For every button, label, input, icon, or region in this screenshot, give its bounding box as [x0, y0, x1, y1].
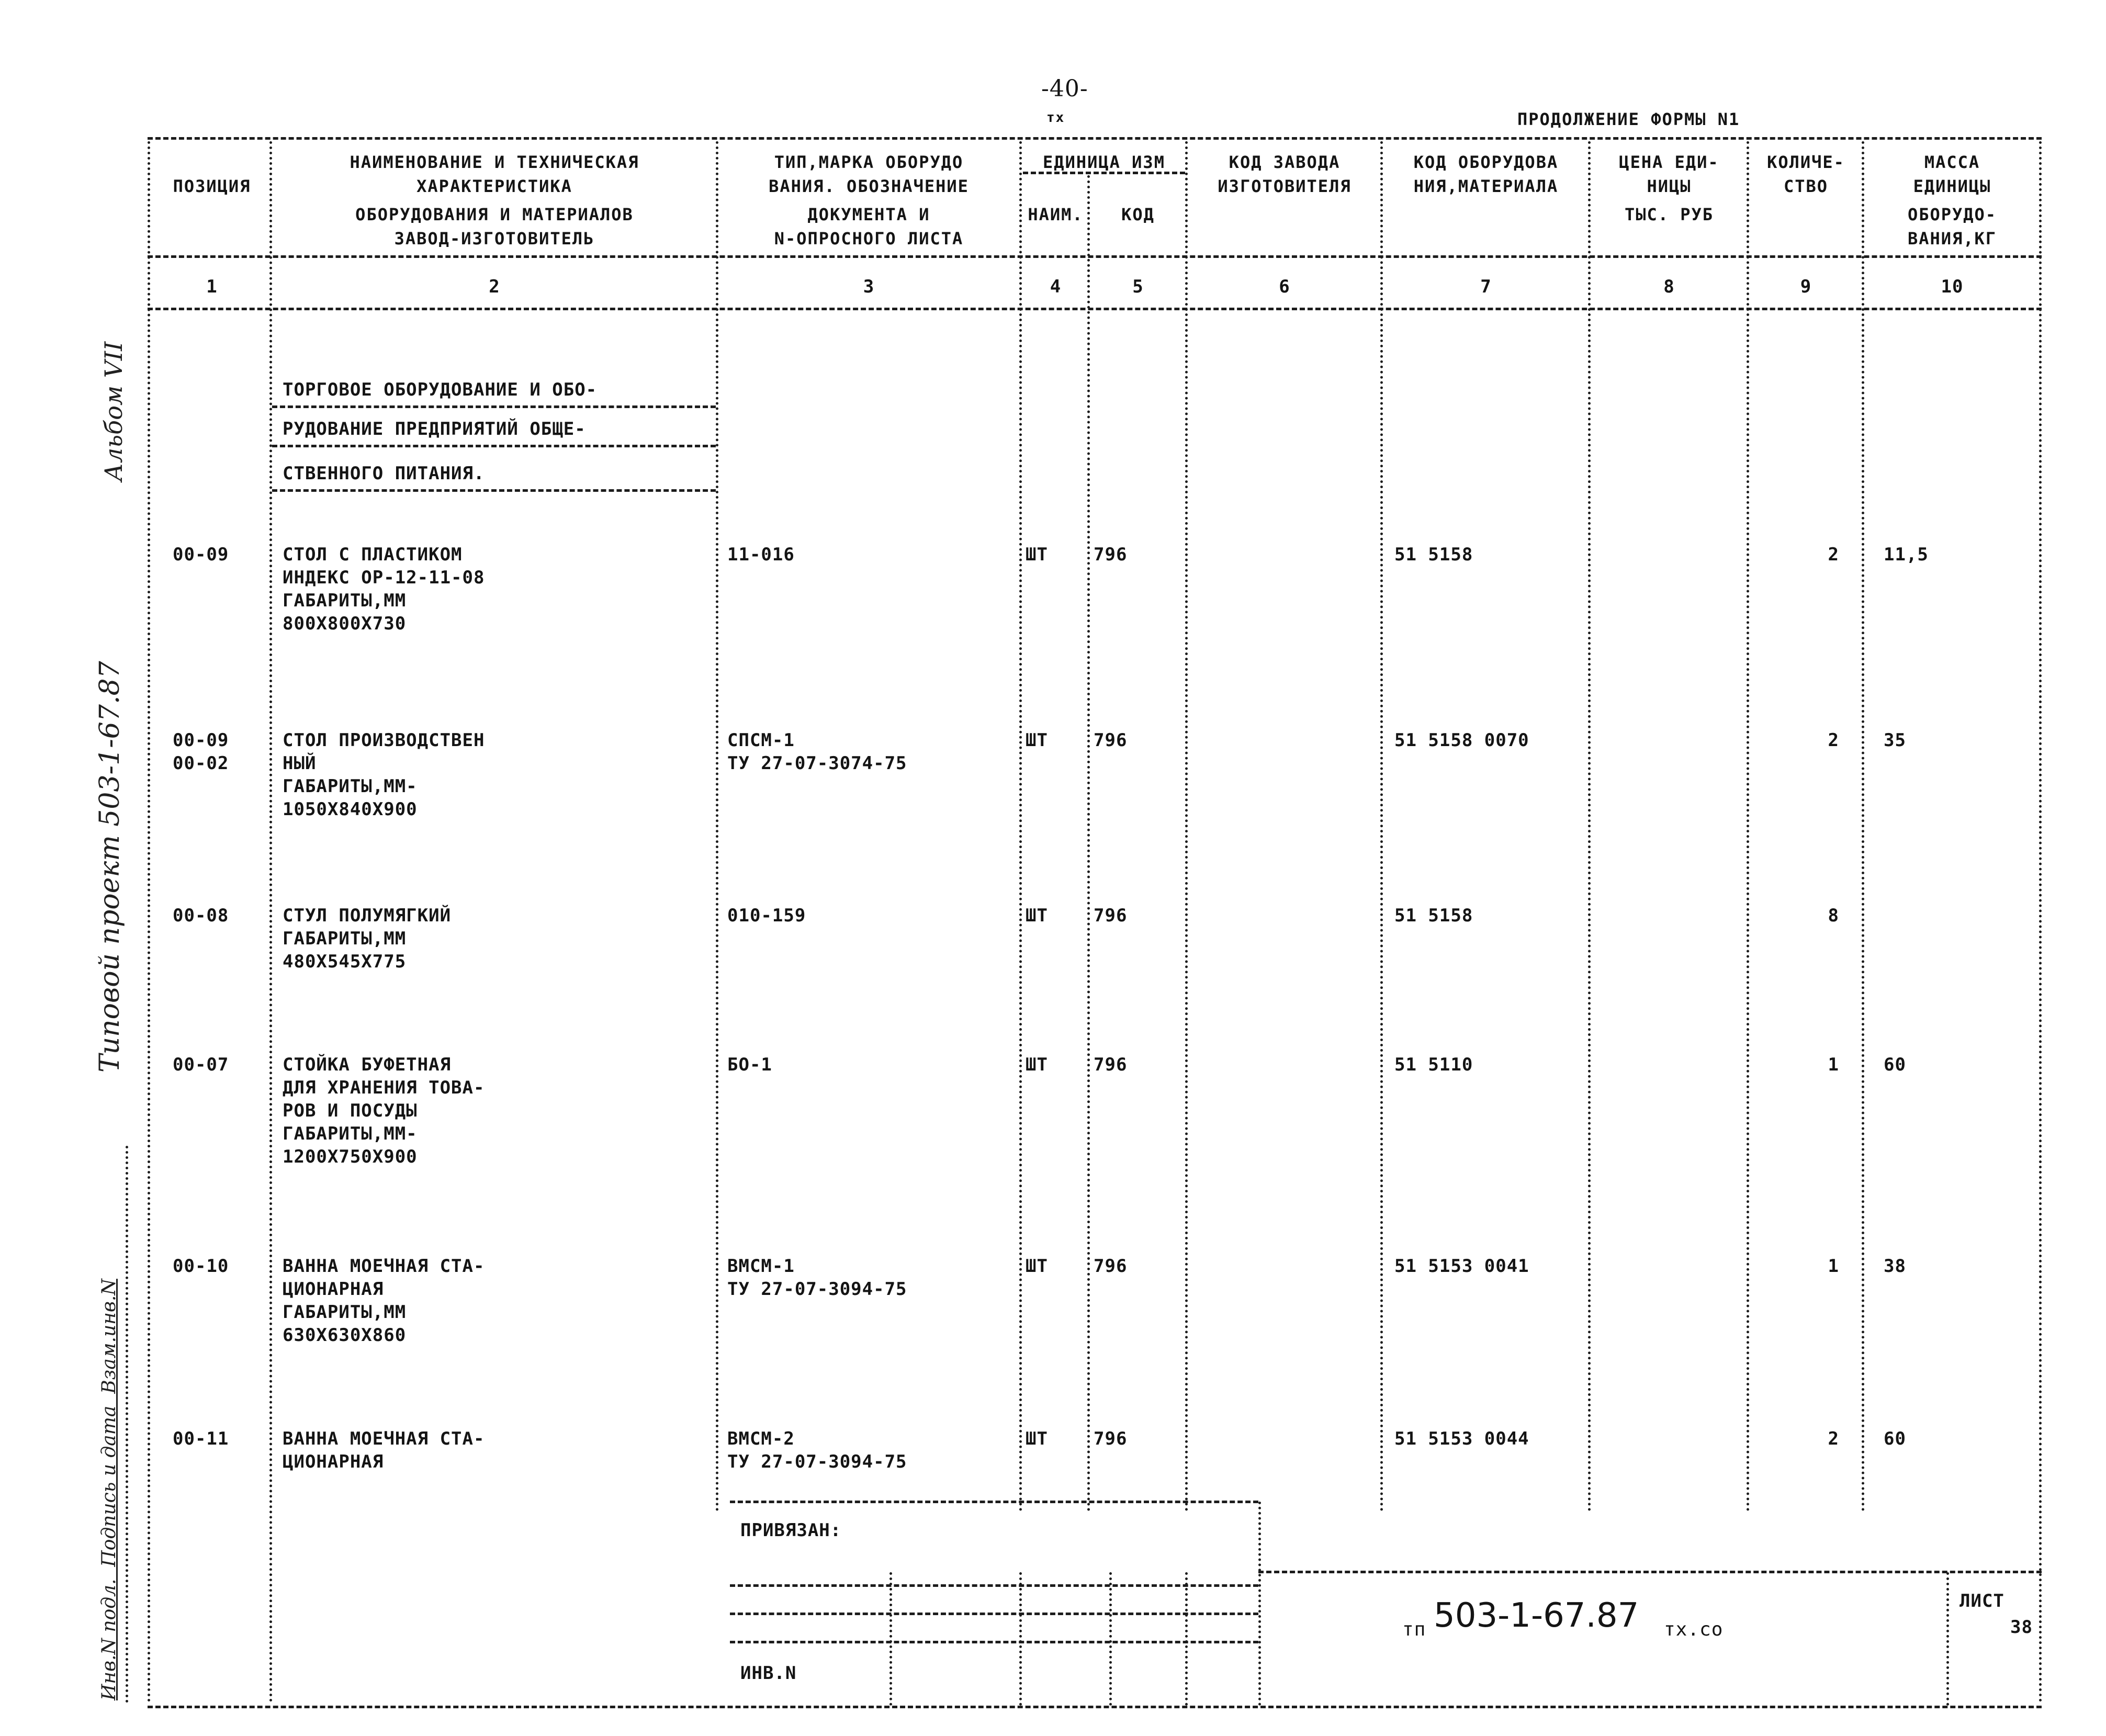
row-name-line: ВАННА МОЕЧНАЯ СТА-: [283, 1256, 485, 1277]
row-equipment-code: 51 5158 0070: [1394, 730, 1529, 751]
stamp-top-rule: [730, 1501, 1258, 1503]
row-position: 00-02: [173, 753, 229, 774]
row-type-line: БО-1: [727, 1054, 772, 1075]
stamp-right-edge: [1258, 1502, 1261, 1706]
col-num-2: 2: [489, 276, 500, 297]
stamp-cell-sep-3: [1109, 1572, 1112, 1706]
project-code: 503-1-67.87: [1434, 1596, 1639, 1635]
col-10-header-line-1: МАССА: [1924, 152, 1980, 172]
section-rule-2: [272, 445, 716, 447]
col-num-4: 4: [1050, 276, 1062, 297]
row-unit-code: 796: [1094, 1428, 1128, 1449]
col-9-header-line-1: КОЛИЧЕ-: [1767, 152, 1845, 172]
row-position: 00-10: [173, 1256, 229, 1277]
row-unit: ШТ: [1026, 1054, 1048, 1075]
row-name-line: ГАБАРИТЫ,ММ: [283, 928, 407, 949]
col-3-header-line-4: N-ОПРОСНОГО ЛИСТА: [774, 229, 964, 249]
col-num-7: 7: [1480, 276, 1492, 297]
col-sep-4: [1087, 175, 1090, 1512]
col-sep-3: [1019, 141, 1022, 1512]
col-num-8: 8: [1663, 276, 1675, 297]
section-title-line-2: РУДОВАНИЕ ПРЕДПРИЯТИЙ ОБЩЕ-: [283, 419, 586, 439]
col-num-10: 10: [1941, 276, 1964, 297]
row-name-line: 1050Х840Х900: [283, 799, 418, 820]
row-position: 00-09: [173, 544, 229, 565]
row-quantity: 8: [1828, 905, 1839, 926]
col-7-header-line-2: НИЯ,МАТЕРИАЛА: [1413, 176, 1559, 196]
row-position: 00-07: [173, 1054, 229, 1075]
row-unit-code: 796: [1094, 1256, 1128, 1277]
row-equipment-code: 51 5158: [1394, 905, 1473, 926]
row-type-line: ТУ 27-07-3074-75: [727, 753, 907, 774]
row-equipment-code: 51 5153 0041: [1394, 1256, 1529, 1277]
stamp-bound-label: ПРИВЯЗАН:: [740, 1520, 842, 1541]
stamp-rule-3: [730, 1641, 1258, 1643]
row-unit: ШТ: [1026, 1256, 1048, 1277]
col-num-9: 9: [1800, 276, 1812, 297]
col-2-header-line-2: ХАРАКТЕРИСТИКА: [416, 176, 572, 196]
section-title-line-1: ТОРГОВОЕ ОБОРУДОВАНИЕ И ОБО-: [283, 379, 598, 400]
row-mass: 38: [1884, 1256, 1906, 1277]
col-5-header: КОД: [1121, 205, 1155, 224]
col-num-3: 3: [863, 276, 875, 297]
col-8-header-line-1: ЦЕНА ЕДИ-: [1619, 152, 1719, 172]
row-mass: 60: [1884, 1054, 1906, 1075]
col-7-header-line-1: КОД ОБОРУДОВА: [1413, 152, 1559, 172]
row-quantity: 2: [1828, 544, 1839, 565]
row-type-line: СПСМ-1: [727, 730, 795, 751]
col-sep-2: [716, 141, 718, 1512]
row-name-line: СТОЛ С ПЛАСТИКОМ: [283, 544, 463, 565]
col-num-5: 5: [1132, 276, 1144, 297]
col-sep-0: [148, 141, 150, 1703]
row-unit-code: 796: [1094, 730, 1128, 751]
col-10-header-line-3: ОБОРУДО-: [1907, 205, 1997, 224]
row-name-line: СТУЛ ПОЛУМЯГКИЙ: [283, 905, 452, 926]
row-mass: 11,5: [1884, 544, 1929, 565]
row-type-line: 11-016: [727, 544, 795, 565]
row-name-line: ВАННА МОЕЧНАЯ СТА-: [283, 1428, 485, 1449]
stamp-rule-1: [730, 1584, 1258, 1587]
row-name-line: ГАБАРИТЫ,ММ-: [283, 1123, 418, 1144]
row-type-line: ВМСМ-1: [727, 1256, 795, 1277]
row-name-line: 480Х545Х775: [283, 951, 407, 972]
row-unit: ШТ: [1026, 1428, 1048, 1449]
margin-project: Типовой проект 503-1-67.87: [94, 661, 126, 1073]
column-number-rule: [148, 308, 2042, 310]
section-title-line-3: СТВЕННОГО ПИТАНИЯ.: [283, 463, 485, 484]
row-name-line: 630Х630Х860: [283, 1325, 407, 1346]
col-sep-9: [1862, 141, 1864, 1512]
row-unit-code: 796: [1094, 1054, 1128, 1075]
row-name-line: НЫЙ: [283, 753, 317, 774]
corner-mark: тх: [1046, 110, 1065, 126]
row-mass: 35: [1884, 730, 1906, 751]
row-position: 00-08: [173, 905, 229, 926]
row-name-line: ГАБАРИТЫ,ММ: [283, 590, 407, 611]
stamp-rule-main: [1258, 1571, 2042, 1573]
col-3-header-line-1: ТИП,МАРКА ОБОРУДО: [774, 152, 964, 172]
col-6-header-line-2: ИЗГОТОВИТЕЛЯ: [1218, 176, 1352, 196]
stamp-cell-sep-4: [1185, 1572, 1188, 1706]
row-position: 00-09: [173, 730, 229, 751]
row-name-line: ГАБАРИТЫ,ММ: [283, 1302, 407, 1323]
project-suffix: тх.со: [1664, 1619, 1724, 1640]
col-2-header-line-4: ЗАВОД-ИЗГОТОВИТЕЛЬ: [394, 229, 595, 249]
col-2-header-line-1: НАИМЕНОВАНИЕ И ТЕХНИЧЕСКАЯ: [350, 152, 639, 172]
col-3-header-line-2: ВАНИЯ. ОБОЗНАЧЕНИЕ: [769, 176, 969, 196]
row-name-line: СТОЙКА БУФЕТНАЯ: [283, 1054, 452, 1075]
row-name-line: ЦИОНАРНАЯ: [283, 1279, 384, 1300]
col-8-header-line-3: ТЫС. РУБ: [1624, 205, 1714, 224]
stamp-rule-2: [730, 1613, 1258, 1615]
col-10-header-line-2: ЕДИНИЦЫ: [1913, 176, 1991, 196]
col-sep-1: [269, 141, 272, 1703]
margin-inv-fields: Инв.N подл. Подпись и дата Взам.инв.N: [98, 1279, 120, 1700]
row-name-line: РОВ И ПОСУДЫ: [283, 1100, 418, 1121]
col-9-header-line-2: СТВО: [1783, 176, 1829, 196]
row-name-line: 800Х800Х730: [283, 613, 407, 634]
row-name-line: ГАБАРИТЫ,ММ-: [283, 776, 418, 797]
col-sep-8: [1747, 141, 1749, 1512]
row-mass: 60: [1884, 1428, 1906, 1449]
row-name-line: ДЛЯ ХРАНЕНИЯ ТОВА-: [283, 1077, 485, 1098]
row-type-line: ТУ 27-07-3094-75: [727, 1451, 907, 1472]
sheet-number: 38: [2010, 1617, 2033, 1638]
table-top-rule: [148, 137, 2042, 140]
row-quantity: 1: [1828, 1054, 1839, 1075]
stamp-cell-sep-1: [889, 1572, 892, 1706]
section-rule-3: [272, 489, 716, 492]
form-title: ПРОДОЛЖЕНИЕ ФОРМЫ N1: [1517, 109, 1740, 129]
col-sep-10: [2039, 141, 2042, 1703]
row-equipment-code: 51 5153 0044: [1394, 1428, 1529, 1449]
col-10-header-line-4: ВАНИЯ,КГ: [1907, 229, 1997, 249]
page-number: -40-: [1041, 75, 1088, 102]
row-unit: ШТ: [1026, 730, 1048, 751]
table-bottom-rule: [148, 1706, 2042, 1708]
row-quantity: 1: [1828, 1256, 1839, 1277]
sheet-label: ЛИСТ: [1959, 1591, 2004, 1611]
margin-rule: [126, 1146, 128, 1703]
row-quantity: 2: [1828, 730, 1839, 751]
margin-album: Альбом VII: [99, 341, 128, 481]
row-unit-code: 796: [1094, 544, 1128, 565]
col-sep-6: [1380, 141, 1383, 1512]
row-type-line: 010-159: [727, 905, 806, 926]
row-name-line: ЦИОНАРНАЯ: [283, 1451, 384, 1472]
project-prefix: тп: [1402, 1619, 1426, 1640]
col-2-header-line-3: ОБОРУДОВАНИЯ И МАТЕРИАЛОВ: [355, 205, 634, 224]
col-3-header-line-3: ДОКУМЕНТА И: [807, 205, 930, 224]
col-sep-7: [1588, 141, 1591, 1512]
col-6-header-line-1: КОД ЗАВОДА: [1229, 152, 1341, 172]
row-name-line: ИНДЕКС ОР-12-11-08: [283, 567, 485, 588]
stamp-inv-label: ИНВ.N: [740, 1663, 797, 1684]
row-quantity: 2: [1828, 1428, 1839, 1449]
row-position: 00-11: [173, 1428, 229, 1449]
unit-group-header: ЕДИНИЦА ИЗМ: [1043, 152, 1165, 172]
header-rule: [148, 255, 2042, 258]
row-name-line: СТОЛ ПРОИЗВОДСТВЕН: [283, 730, 485, 751]
section-rule-1: [272, 405, 716, 408]
col-4-header: НАИМ.: [1028, 205, 1084, 224]
row-type-line: ВМСМ-2: [727, 1428, 795, 1449]
col-num-1: 1: [206, 276, 218, 297]
row-equipment-code: 51 5110: [1394, 1054, 1473, 1075]
stamp-cell-sep-2: [1019, 1572, 1022, 1706]
sheet-box-sep: [1946, 1572, 1949, 1706]
row-unit: ШТ: [1026, 544, 1048, 565]
row-equipment-code: 51 5158: [1394, 544, 1473, 565]
row-unit: ШТ: [1026, 905, 1048, 926]
col-sep-5: [1185, 141, 1188, 1512]
row-name-line: 1200Х750Х900: [283, 1146, 418, 1167]
col-1-header: ПОЗИЦИЯ: [173, 176, 251, 196]
col-num-6: 6: [1279, 276, 1290, 297]
row-unit-code: 796: [1094, 905, 1128, 926]
row-type-line: ТУ 27-07-3094-75: [727, 1279, 907, 1300]
col-8-header-line-2: НИЦЫ: [1647, 176, 1692, 196]
